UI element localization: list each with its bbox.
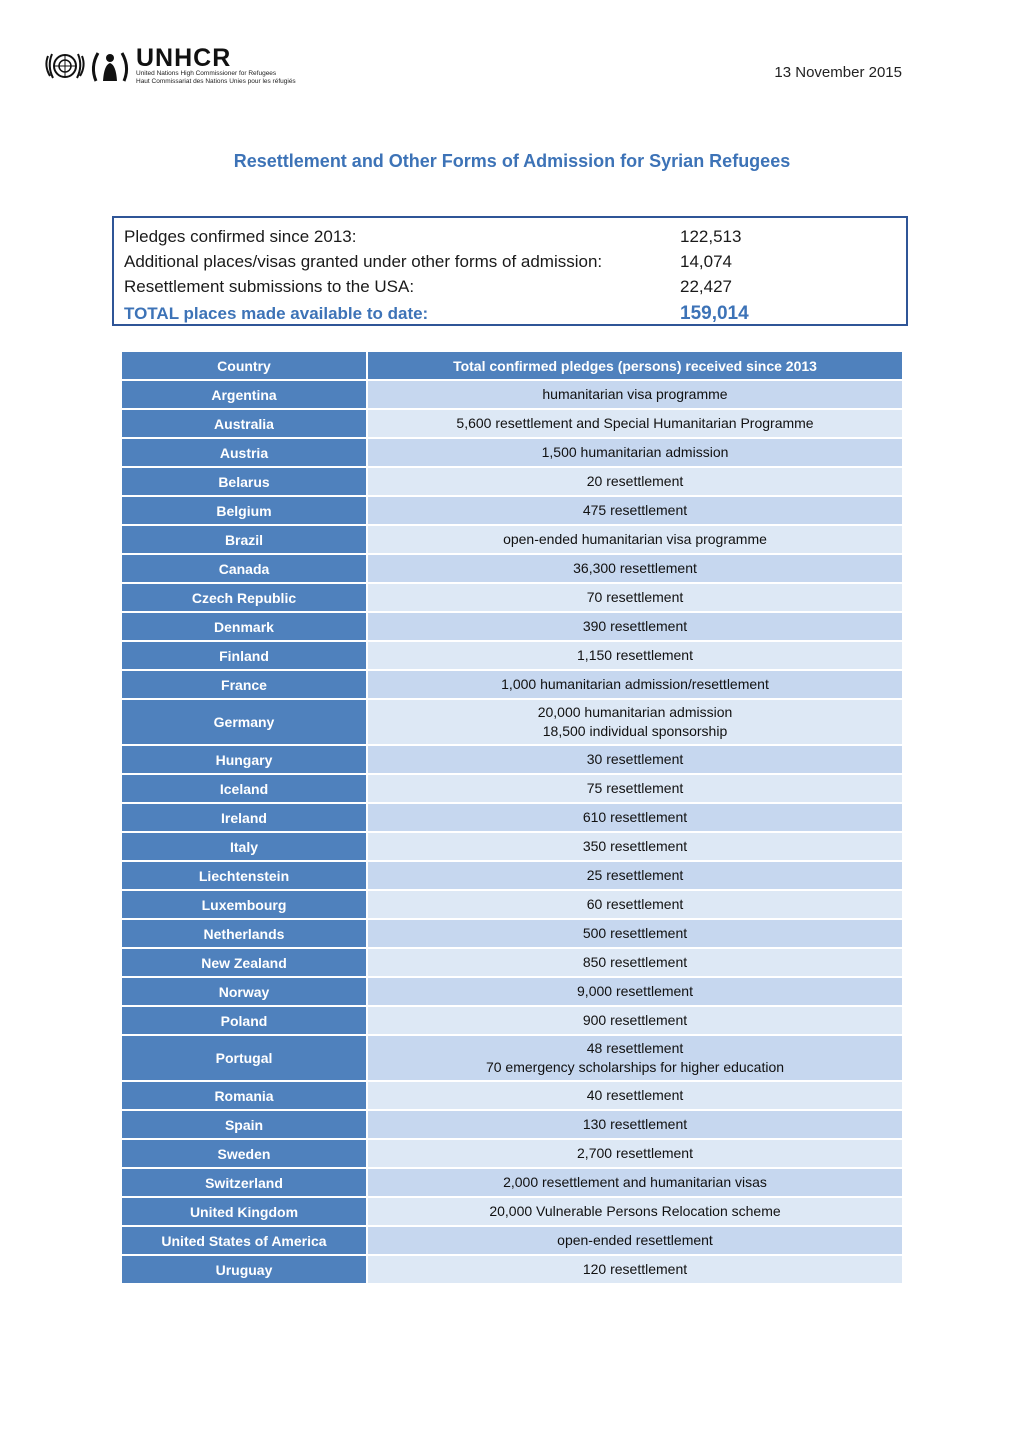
table-row	[122, 891, 902, 918]
pledge-line: 500 resettlement	[582, 925, 688, 941]
pledge-cell	[368, 613, 902, 640]
pledge-cell	[368, 1111, 902, 1138]
pledge-line: 130 resettlement	[582, 1116, 688, 1132]
document-date: 13 November 2015	[774, 64, 902, 81]
country-cell: Hungary	[122, 746, 366, 773]
table-row	[122, 468, 902, 495]
unhcr-hands-icon	[88, 47, 132, 85]
table-row	[122, 1111, 902, 1138]
country-cell: Spain	[122, 1111, 366, 1138]
table-row	[122, 775, 902, 802]
pledge-cell	[368, 700, 902, 744]
org-name: UNHCR	[136, 44, 232, 72]
pledge-cell	[368, 642, 902, 669]
country-cell: Poland	[122, 1007, 366, 1034]
table-row	[122, 949, 902, 976]
country-cell: Portugal	[122, 1036, 366, 1080]
pledges-table	[120, 350, 904, 1285]
pledge-cell	[368, 1007, 902, 1034]
pledge-cell	[368, 410, 902, 437]
summary-label: Resettlement submissions to the USA:	[124, 277, 415, 296]
pledge-cell	[368, 468, 902, 495]
pledge-line: 18,500 individual sponsorship	[542, 723, 728, 739]
country-cell: Czech Republic	[122, 584, 366, 611]
summary-row	[124, 224, 896, 249]
pledge-cell	[368, 526, 902, 553]
pledge-line: 2,700 resettlement	[577, 1145, 693, 1161]
pledge-cell	[368, 497, 902, 524]
table-row	[122, 862, 902, 889]
pledge-line: 40 resettlement	[586, 1087, 684, 1103]
country-cell: Luxembourg	[122, 891, 366, 918]
country-cell: Switzerland	[122, 1169, 366, 1196]
table-row	[122, 439, 902, 466]
pledge-cell	[368, 746, 902, 773]
pledge-cell	[368, 1169, 902, 1196]
pledge-line: 9,000 resettlement	[577, 983, 693, 999]
table-row	[122, 1256, 902, 1283]
pledge-line: 5,600 resettlement and Special Humanitarian Programme	[456, 415, 814, 431]
table-row	[122, 1036, 902, 1080]
summary-total-row	[124, 299, 896, 329]
pledge-line: 1,500 humanitarian admission	[541, 444, 729, 460]
summary-label: Pledges confirmed since 2013:	[124, 227, 357, 246]
country-cell: Brazil	[122, 526, 366, 553]
table-row	[122, 584, 902, 611]
pledges-table-body	[122, 381, 902, 1283]
pledge-cell	[368, 862, 902, 889]
country-cell: Liechtenstein	[122, 862, 366, 889]
country-cell: Romania	[122, 1082, 366, 1109]
country-cell: Norway	[122, 978, 366, 1005]
pledge-line: 390 resettlement	[582, 618, 688, 634]
pledge-cell	[368, 1036, 902, 1080]
page-title: Resettlement and Other Forms of Admission for Syrian Refugees	[233, 151, 791, 171]
pledge-line: 350 resettlement	[582, 838, 688, 854]
pledge-line: 75 resettlement	[586, 780, 684, 796]
country-cell: Iceland	[122, 775, 366, 802]
country-cell: Canada	[122, 555, 366, 582]
country-cell: United States of America	[122, 1227, 366, 1254]
pledge-line: 70 resettlement	[586, 589, 684, 605]
table-row	[122, 746, 902, 773]
pledge-line: 36,300 resettlement	[573, 560, 697, 576]
pledge-line: 610 resettlement	[582, 809, 688, 825]
country-cell: New Zealand	[122, 949, 366, 976]
table-row	[122, 526, 902, 553]
pledge-line: 30 resettlement	[586, 751, 684, 767]
pledge-cell	[368, 949, 902, 976]
summary-value: 122,513	[680, 227, 742, 246]
org-subtitle-en: United Nations High Commissioner for Refugees	[136, 70, 277, 77]
pledge-line: 70 emergency scholarships for higher education	[485, 1059, 785, 1075]
pledge-cell	[368, 584, 902, 611]
summary-box	[112, 216, 908, 326]
table-row	[122, 1169, 902, 1196]
un-emblem-icon	[42, 48, 88, 84]
pledge-line: 25 resettlement	[586, 867, 684, 883]
header-country: Country	[122, 352, 366, 379]
pledge-line: 1,000 humanitarian admission/resettlement	[501, 676, 769, 692]
pledge-line: 475 resettlement	[582, 502, 688, 518]
table-row	[122, 1227, 902, 1254]
table-row	[122, 978, 902, 1005]
pledge-line: 20,000 humanitarian admission	[537, 704, 733, 720]
table-row	[122, 642, 902, 669]
pledge-cell	[368, 439, 902, 466]
pledge-cell	[368, 381, 902, 408]
country-cell: United Kingdom	[122, 1198, 366, 1225]
country-cell: Sweden	[122, 1140, 366, 1167]
pledge-line: open-ended resettlement	[557, 1232, 713, 1248]
table-row	[122, 1198, 902, 1225]
pledge-cell	[368, 671, 902, 698]
pledge-cell	[368, 1140, 902, 1167]
table-row	[122, 671, 902, 698]
pledge-line: 2,000 resettlement and humanitarian visas	[503, 1174, 767, 1190]
pledge-cell	[368, 804, 902, 831]
pledge-line: open-ended humanitarian visa programme	[503, 531, 767, 547]
pledge-cell	[368, 1227, 902, 1254]
country-cell: France	[122, 671, 366, 698]
country-cell: Italy	[122, 833, 366, 860]
pledge-line: 850 resettlement	[582, 954, 688, 970]
table-row	[122, 804, 902, 831]
pledge-cell	[368, 1082, 902, 1109]
table-row	[122, 497, 902, 524]
table-row	[122, 1140, 902, 1167]
country-cell: Germany	[122, 700, 366, 744]
table-row	[122, 410, 902, 437]
table-row	[122, 833, 902, 860]
table-row	[122, 381, 902, 408]
table-row	[122, 555, 902, 582]
pledge-line: 120 resettlement	[582, 1261, 688, 1277]
table-row	[122, 1007, 902, 1034]
pledge-cell	[368, 1198, 902, 1225]
pledge-cell	[368, 891, 902, 918]
country-cell: Australia	[122, 410, 366, 437]
pledge-line: 20,000 Vulnerable Persons Relocation scheme	[489, 1203, 781, 1219]
pledge-line: 48 resettlement	[586, 1040, 684, 1056]
country-cell: Ireland	[122, 804, 366, 831]
pledge-cell	[368, 1256, 902, 1283]
summary-row	[124, 249, 896, 274]
pledge-line: 1,150 resettlement	[577, 647, 693, 663]
summary-row	[124, 274, 896, 299]
pledge-line: 20 resettlement	[586, 473, 684, 489]
header-pledges: Total confirmed pledges (persons) received since 2013	[368, 352, 902, 379]
table-header-row	[122, 352, 902, 379]
pledge-cell	[368, 555, 902, 582]
country-cell: Belarus	[122, 468, 366, 495]
pledge-cell	[368, 978, 902, 1005]
pledge-line: 60 resettlement	[586, 896, 684, 912]
summary-value: 14,074	[680, 252, 732, 271]
country-cell: Austria	[122, 439, 366, 466]
pledge-cell	[368, 920, 902, 947]
summary-total-label: TOTAL places made available to date:	[124, 304, 429, 323]
table-row	[122, 920, 902, 947]
country-cell: Uruguay	[122, 1256, 366, 1283]
pledge-cell	[368, 833, 902, 860]
table-row	[122, 1082, 902, 1109]
country-cell: Netherlands	[122, 920, 366, 947]
org-subtitle-fr: Haut Commissariat des Nations Unies pour les réfugiés	[136, 78, 296, 85]
summary-value: 22,427	[680, 277, 732, 296]
country-cell: Belgium	[122, 497, 366, 524]
country-cell: Denmark	[122, 613, 366, 640]
unhcr-logo	[42, 46, 296, 86]
table-row	[122, 613, 902, 640]
table-row	[122, 700, 902, 744]
summary-total-value: 159,014	[680, 303, 749, 324]
summary-label: Additional places/visas granted under other forms of admission:	[124, 252, 603, 271]
pledge-line: 900 resettlement	[582, 1012, 688, 1028]
country-cell: Finland	[122, 642, 366, 669]
pledge-cell	[368, 775, 902, 802]
country-cell: Argentina	[122, 381, 366, 408]
pledge-line: humanitarian visa programme	[542, 386, 728, 402]
